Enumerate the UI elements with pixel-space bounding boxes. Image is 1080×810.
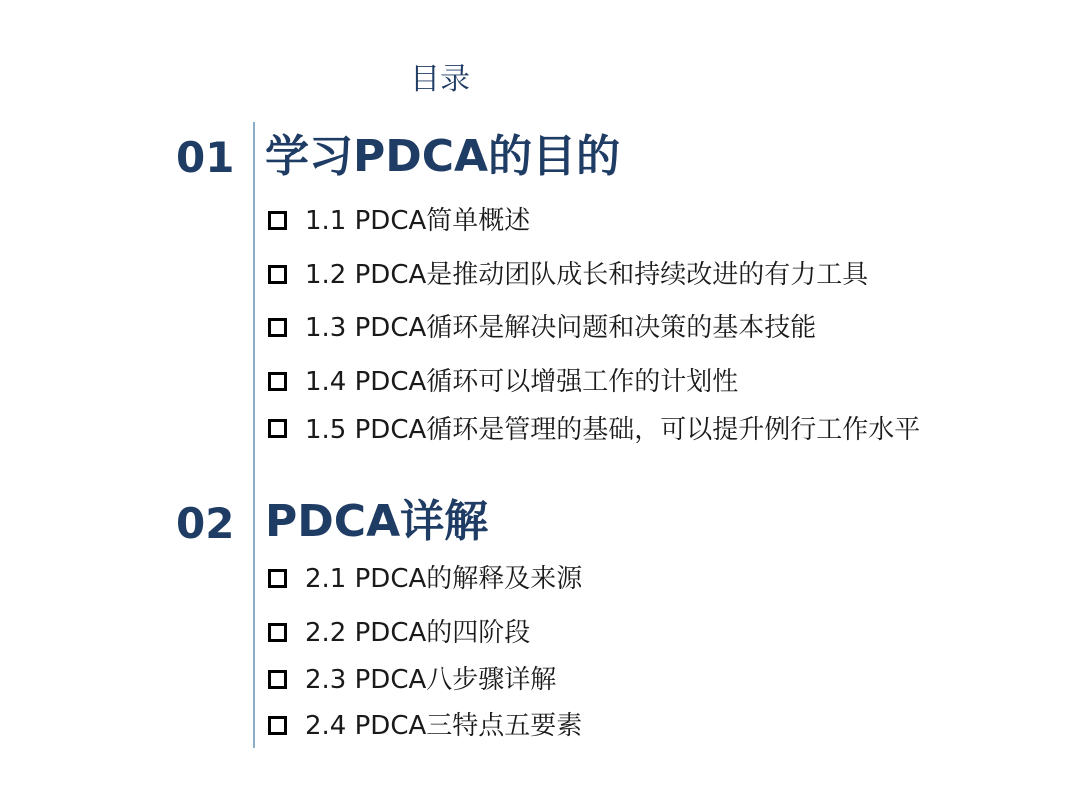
- toc-item[interactable]: [268, 709, 1008, 743]
- toc-item-label: 1.2 PDCA是推动团队成长和持续改进的有力工具: [305, 260, 869, 290]
- page-title: 目录: [410, 62, 470, 97]
- section-title: PDCA详解: [265, 496, 489, 547]
- section-number: 01: [176, 133, 235, 182]
- toc-item-label: 1.3 PDCA循环是解决问题和决策的基本技能: [305, 313, 817, 343]
- toc-item[interactable]: [268, 412, 1008, 448]
- toc-item-label: 1.4 PDCA循环可以增强工作的计划性: [305, 367, 739, 397]
- square-bullet-icon: [268, 318, 287, 337]
- square-bullet-icon: [268, 569, 287, 588]
- toc-item-label: 2.2 PDCA的四阶段: [305, 618, 531, 648]
- toc-item[interactable]: [268, 311, 1008, 345]
- toc-item[interactable]: [268, 616, 1008, 650]
- toc-item-label: 2.3 PDCA八步骤详解: [305, 665, 557, 695]
- square-bullet-icon: [268, 419, 287, 438]
- vertical-divider: [253, 122, 255, 748]
- toc-item-label: 2.1 PDCA的解释及来源: [305, 564, 583, 594]
- toc-item[interactable]: [268, 663, 1008, 697]
- section-number: 02: [176, 499, 235, 548]
- square-bullet-icon: [268, 211, 287, 230]
- square-bullet-icon: [268, 372, 287, 391]
- toc-item-label: 1.1 PDCA简单概述: [305, 206, 531, 236]
- toc-item[interactable]: [268, 365, 1008, 399]
- square-bullet-icon: [268, 670, 287, 689]
- toc-item-label: 2.4 PDCA三特点五要素: [305, 711, 583, 741]
- toc-item-label: 1.5 PDCA循环是管理的基础，可以提升例行工作水平: [305, 415, 921, 445]
- toc-item[interactable]: [268, 204, 1008, 238]
- toc-item[interactable]: [268, 562, 1008, 596]
- square-bullet-icon: [268, 265, 287, 284]
- square-bullet-icon: [268, 623, 287, 642]
- section-title: 学习PDCA的目的: [265, 131, 621, 182]
- square-bullet-icon: [268, 716, 287, 735]
- toc-item[interactable]: [268, 258, 1008, 292]
